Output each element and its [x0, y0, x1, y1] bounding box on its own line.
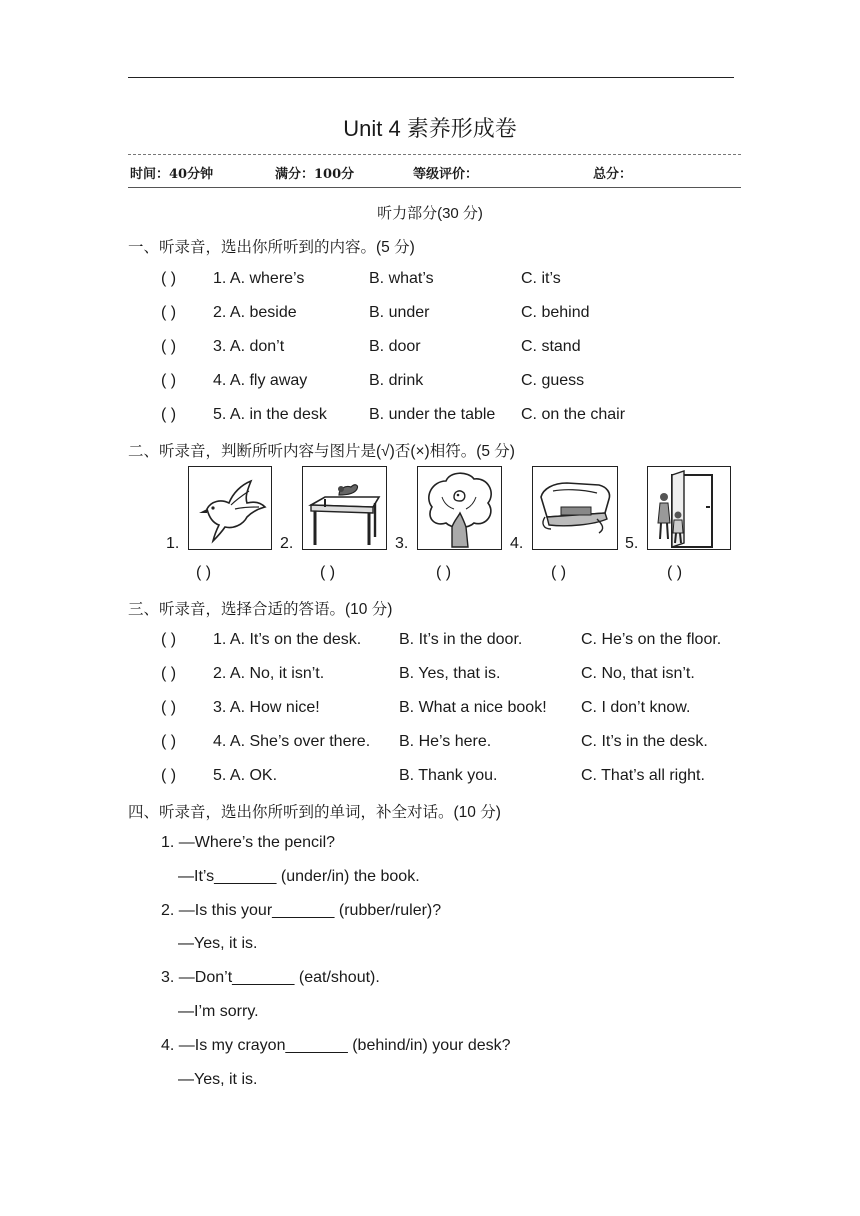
option-c: C. guess	[521, 372, 585, 389]
option-a: 1. A. where’s	[213, 270, 305, 287]
dashed-divider	[128, 154, 741, 155]
dialogue-line: 2. —Is this your_______ (rubber/ruler)?	[161, 902, 442, 919]
picture-number: 1.	[166, 535, 180, 552]
answer-paren: ( )	[320, 564, 336, 581]
option-a: 1. A. It’s on the desk.	[213, 631, 362, 648]
dialogue-line: 3. —Don’t_______ (eat/shout).	[161, 969, 380, 986]
option-a: 4. A. She’s over there.	[213, 733, 371, 750]
q4-title: 四、听录音，选出你所听到的单词，补全对话。(10 分)	[128, 804, 501, 821]
option-b: B. Yes, that is.	[399, 665, 501, 682]
answer-paren: ( )	[161, 733, 177, 750]
option-a: 5. A. OK.	[213, 767, 278, 784]
option-a: 2. A. beside	[213, 304, 297, 321]
option-a: 5. A. in the desk	[213, 406, 327, 423]
answer-paren: ( )	[161, 631, 177, 648]
answer-paren: ( )	[436, 564, 452, 581]
dialogue-line: —Yes, it is.	[178, 935, 258, 952]
picture-number: 2.	[280, 535, 294, 552]
option-b: B. What a nice book!	[399, 699, 547, 716]
option-c: C. stand	[521, 338, 581, 355]
option-a: 2. A. No, it isn’t.	[213, 665, 325, 682]
answer-paren: ( )	[161, 406, 177, 423]
answer-paren: ( )	[196, 564, 212, 581]
grade-label: 等级评价：	[413, 167, 479, 182]
option-c: C. That’s all right.	[581, 767, 705, 784]
option-c: C. It’s in the desk.	[581, 733, 708, 750]
option-b: B. He’s here.	[399, 733, 492, 750]
answer-paren: ( )	[161, 270, 177, 287]
answer-paren: ( )	[551, 564, 567, 581]
dialogue-line: 4. —Is my crayon_______ (behind/in) your desk?	[161, 1037, 511, 1054]
people-at-door-icon	[647, 466, 731, 550]
option-b: B. door	[369, 338, 421, 355]
answer-paren: ( )	[161, 304, 177, 321]
bird-on-table-icon	[302, 466, 387, 550]
listening-section-heading: 听力部分(30 分)	[377, 205, 483, 222]
dialogue-line: 1. —Where’s the pencil?	[161, 834, 336, 851]
picture-number: 4.	[510, 535, 524, 552]
dialogue-line: —Yes, it is.	[178, 1071, 258, 1088]
top-rule	[128, 77, 734, 78]
picture-number: 3.	[395, 535, 409, 552]
total-score-label: 总分：	[593, 167, 633, 182]
q2-title: 二、听录音，判断所听内容与图片是(√)否(×)相符。(5 分)	[128, 443, 515, 460]
option-c: C. behind	[521, 304, 590, 321]
option-b: B. under	[369, 304, 430, 321]
q3-title: 三、听录音，选择合适的答语。(10 分)	[128, 601, 393, 618]
answer-paren: ( )	[161, 699, 177, 716]
option-a: 3. A. How nice!	[213, 699, 320, 716]
dialogue-line: —It’s_______ (under/in) the book.	[178, 868, 420, 885]
option-c: C. I don’t know.	[581, 699, 691, 716]
option-c: C. it’s	[521, 270, 561, 287]
option-b: B. drink	[369, 372, 424, 389]
answer-paren: ( )	[667, 564, 683, 581]
option-b: B. what’s	[369, 270, 434, 287]
bird-in-tree-icon	[417, 466, 502, 550]
pencil-case-icon	[532, 466, 618, 550]
option-c: C. on the chair	[521, 406, 626, 423]
dialogue-line: —I’m sorry.	[178, 1003, 259, 1020]
q1-title: 一、听录音，选出你所听到的内容。(5 分)	[128, 239, 415, 256]
option-a: 3. A. don’t	[213, 338, 285, 355]
answer-paren: ( )	[161, 665, 177, 682]
option-c: C. He’s on the floor.	[581, 631, 722, 648]
picture-number: 5.	[625, 535, 639, 552]
option-b: B. Thank you.	[399, 767, 498, 784]
answer-paren: ( )	[161, 767, 177, 784]
full-score-label: 满分：100分	[275, 167, 355, 182]
time-label: 时间：40分钟	[130, 167, 214, 182]
option-b: B. under the table	[369, 406, 496, 423]
answer-paren: ( )	[161, 338, 177, 355]
bird-icon	[188, 466, 272, 550]
option-b: B. It’s in the door.	[399, 631, 523, 648]
option-c: C. No, that isn’t.	[581, 665, 695, 682]
option-a: 4. A. fly away	[213, 372, 308, 389]
answer-paren: ( )	[161, 372, 177, 389]
meta-divider	[128, 187, 741, 188]
page-title: Unit 4 素养形成卷	[343, 116, 517, 141]
